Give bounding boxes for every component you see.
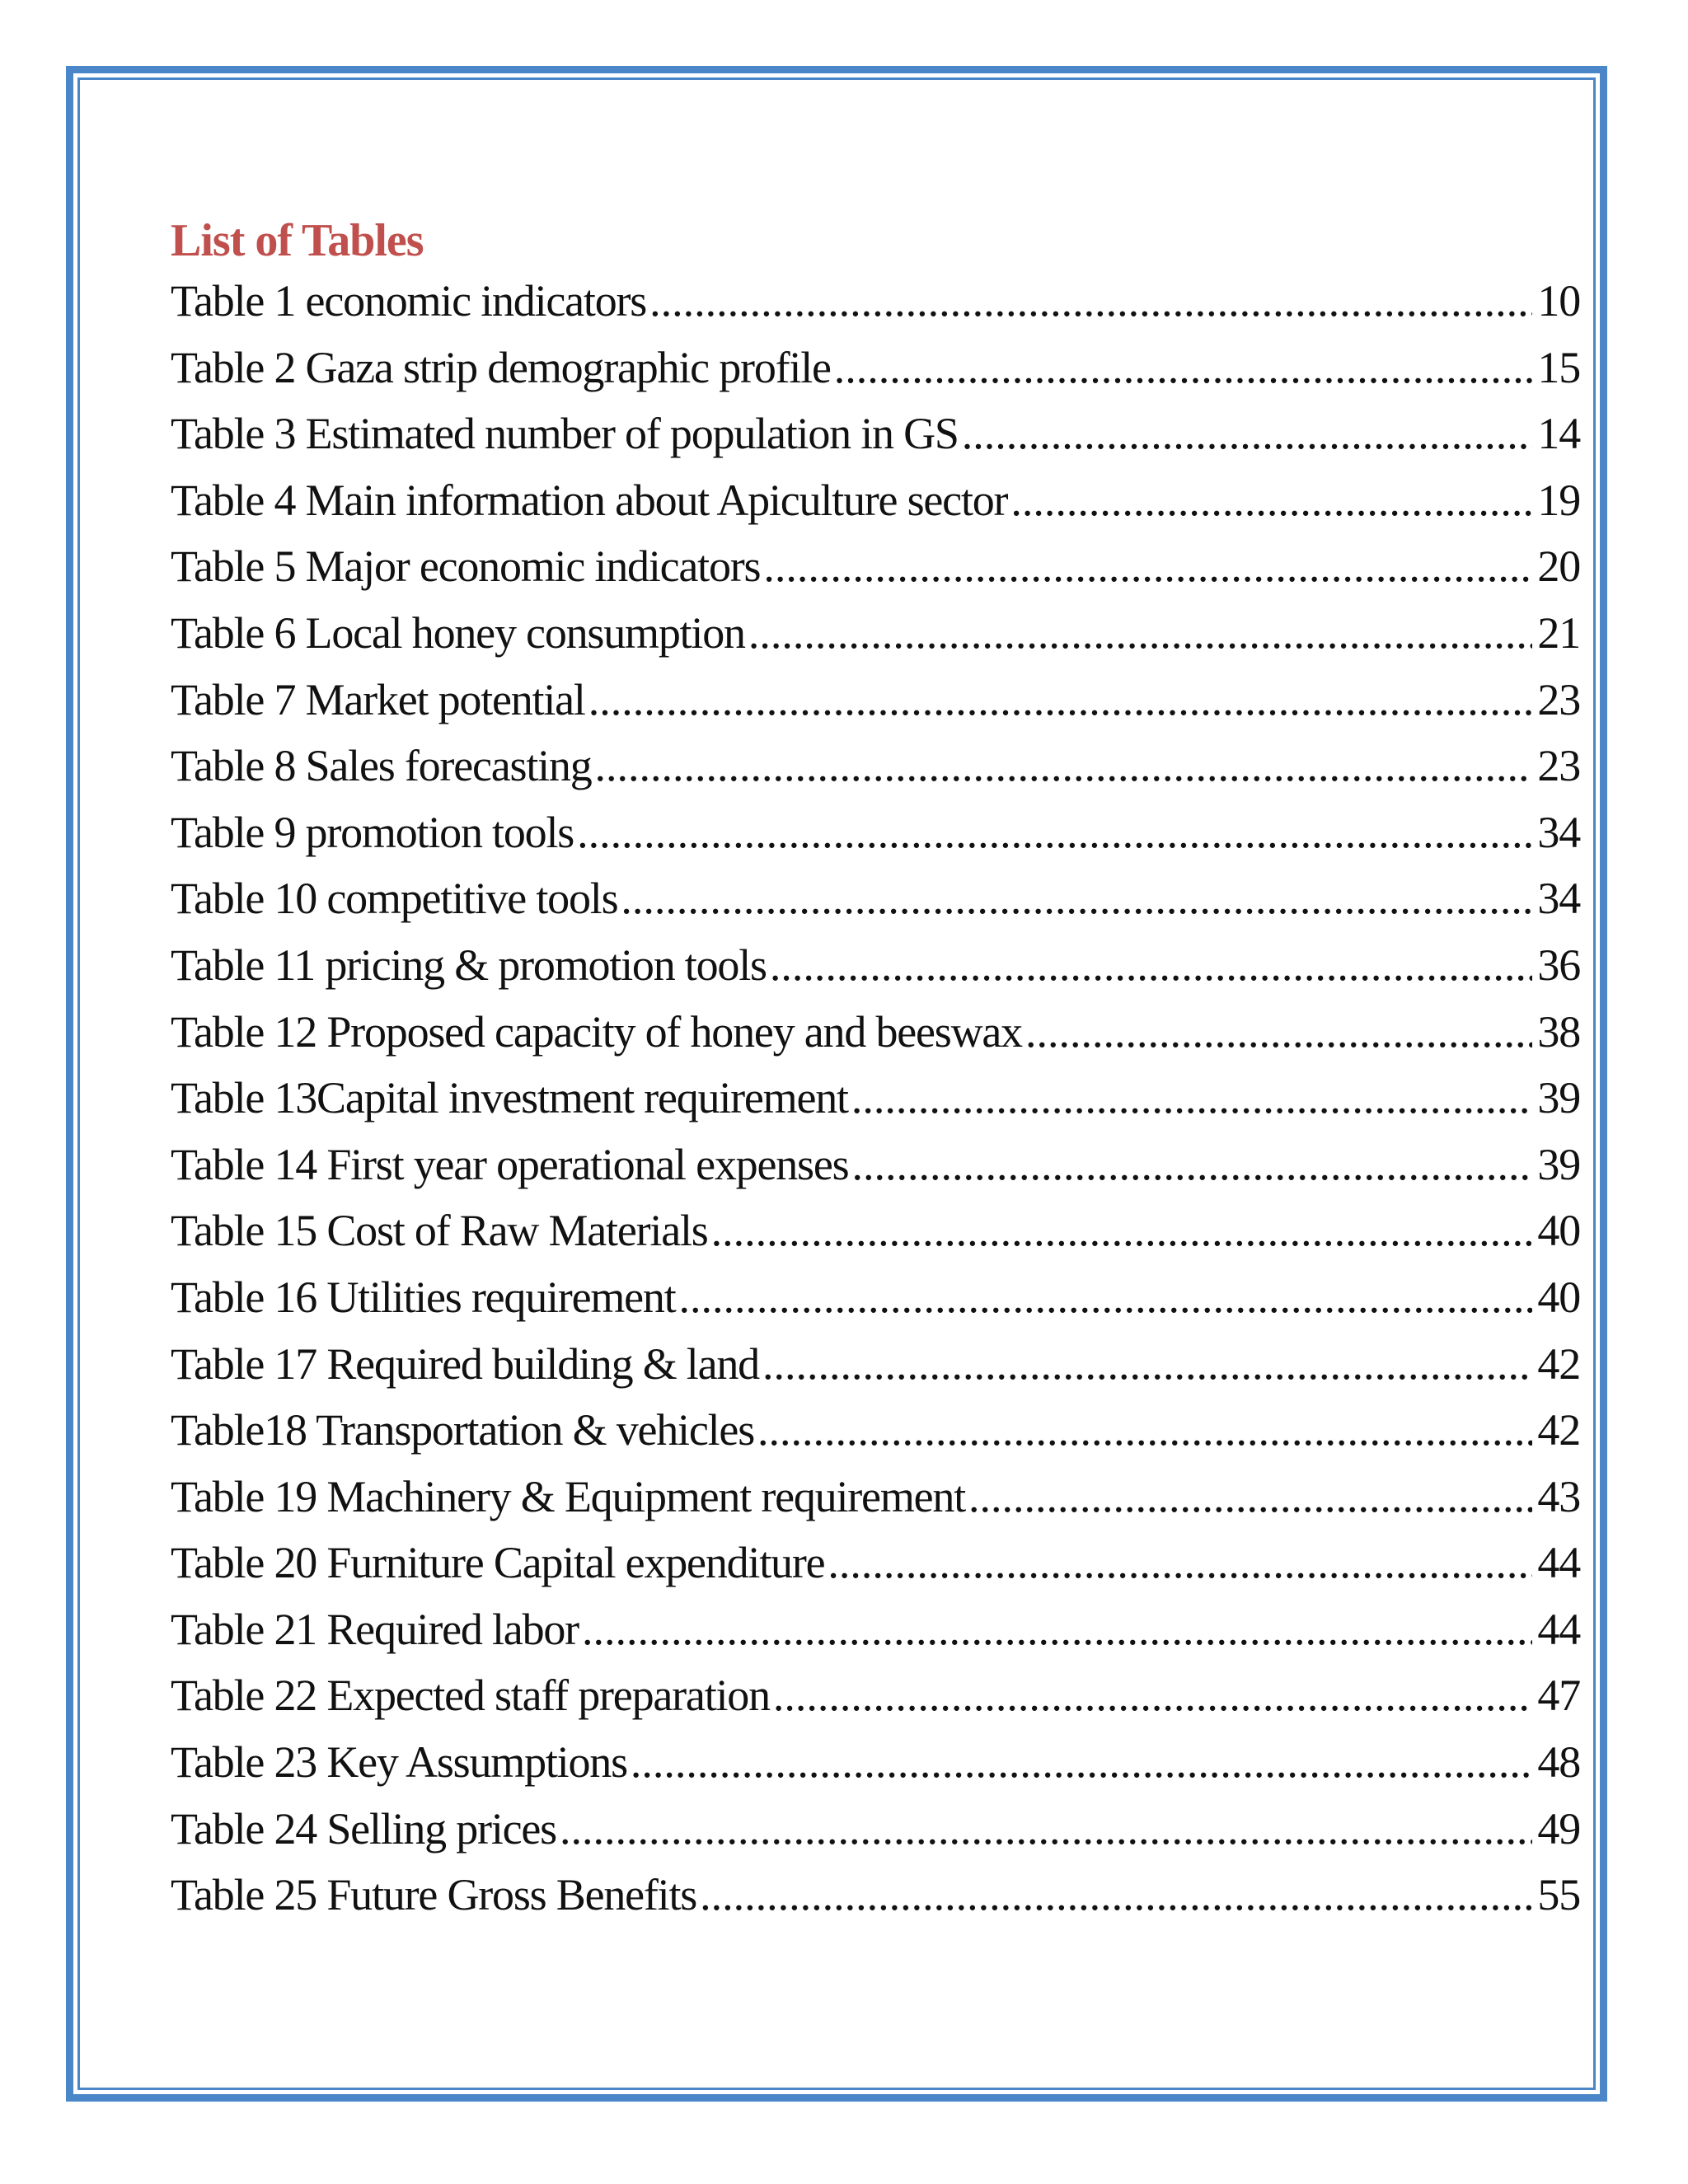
toc-entry-label: Table 24 Selling prices [171,1803,556,1854]
toc-entry[interactable] [171,1803,1580,1870]
toc-entry-page-number: 42 [1537,1405,1580,1455]
toc-entry-page-number: 55 [1537,1870,1580,1920]
toc-entry-page-number: 36 [1537,940,1580,990]
toc-entry-label: Table 16 Utilities requirement [171,1272,676,1322]
toc-entry-label: Table 10 competitive tools [171,874,618,924]
toc-entry-label: Table 25 Future Gross Benefits [171,1870,697,1920]
dot-leader [700,1869,1532,1920]
dot-leader [679,1272,1533,1323]
toc-entry-page-number: 21 [1537,607,1580,658]
dot-leader [834,342,1533,393]
toc-entry-page-number: 43 [1537,1471,1580,1521]
toc-entry-page-number: 14 [1537,409,1580,459]
toc-entry[interactable] [171,940,1580,1006]
toc-entry[interactable] [171,342,1580,409]
dot-leader [770,940,1533,991]
dot-leader [851,1139,1532,1190]
toc-entry-page-number: 34 [1537,874,1580,924]
dot-leader [968,1471,1532,1522]
dot-leader [560,1803,1532,1854]
toc-entry[interactable] [171,873,1580,940]
toc-entry-label: Table 14 First year operational expenses [171,1139,849,1189]
toc-entry-label: Table 8 Sales forecasting [171,741,592,791]
dot-leader [773,1670,1532,1721]
dot-leader [962,408,1533,459]
toc-entry-page-number: 23 [1537,741,1580,791]
toc-entry[interactable] [171,1205,1580,1272]
toc-list [171,275,1580,1936]
toc-entry-page-number: 49 [1537,1803,1580,1854]
toc-entry-page-number: 40 [1537,1272,1580,1322]
toc-entry-label: Table 23 Key Assumptions [171,1737,627,1788]
toc-entry[interactable] [171,1736,1580,1803]
dot-leader [1010,475,1532,526]
toc-entry-label: Table 12 Proposed capacity of honey and beeswax [171,1006,1022,1057]
toc-entry-label: Table 21 Required labor [171,1604,579,1654]
toc-entry-page-number: 34 [1537,807,1580,857]
toc-entry[interactable] [171,607,1580,674]
toc-entry[interactable] [171,807,1580,874]
dot-leader [577,807,1532,858]
toc-entry-label: Table 20 Furniture Capital expenditure [171,1538,825,1588]
toc-entry-page-number: 48 [1537,1737,1580,1788]
toc-entry-page-number: 10 [1537,276,1580,326]
toc-entry[interactable] [171,1670,1580,1736]
toc-entry-label: Table 15 Cost of Raw Materials [171,1206,708,1256]
toc-entry-page-number: 40 [1537,1206,1580,1256]
toc-entry-page-number: 44 [1537,1604,1580,1654]
page-title: List of Tables [171,215,424,266]
toc-entry[interactable] [171,1471,1580,1538]
toc-entry[interactable] [171,1604,1580,1671]
toc-entry-label: Table 11 pricing & promotion tools [171,940,767,990]
toc-entry-label: Table 3 Estimated number of population in GS [171,409,959,459]
toc-entry-label: Table 1 economic indicators [171,276,647,326]
dot-leader [757,1404,1532,1455]
dot-leader [711,1205,1533,1256]
toc-entry-label: Table 19 Machinery & Equipment requirement [171,1471,965,1521]
toc-entry[interactable] [171,1072,1580,1139]
toc-entry[interactable] [171,275,1580,342]
dot-leader [621,873,1532,924]
dot-leader [762,1338,1532,1390]
toc-entry[interactable] [171,541,1580,607]
toc-entry-label: Table 13Capital investment requirement [171,1073,848,1123]
toc-entry-label: Table 4 Main information about Apiculture sector [171,475,1008,525]
toc-entry-page-number: 15 [1537,342,1580,392]
toc-entry-page-number: 20 [1537,541,1580,592]
dot-leader [851,1072,1533,1123]
toc-entry-label: Table 6 Local honey consumption [171,607,745,658]
toc-entry-label: Table 17 Required building & land [171,1338,759,1389]
toc-entry[interactable] [171,1272,1580,1338]
toc-entry-page-number: 44 [1537,1538,1580,1588]
toc-entry-page-number: 19 [1537,475,1580,525]
toc-entry[interactable] [171,740,1580,807]
toc-entry[interactable] [171,1006,1580,1073]
toc-entry[interactable] [171,1338,1580,1405]
toc-entry[interactable] [171,1404,1580,1471]
toc-entry-label: Table 5 Major economic indicators [171,541,761,592]
dot-leader [828,1537,1532,1588]
toc-entry-label: Table18 Transportation & vehicles [171,1405,755,1455]
toc-entry-page-number: 47 [1537,1671,1580,1721]
toc-entry-page-number: 42 [1537,1338,1580,1389]
toc-entry-label: Table 9 promotion tools [171,807,574,857]
toc-entry-label: Table 7 Market potential [171,674,585,724]
dot-leader [763,541,1532,592]
dot-leader [582,1604,1532,1655]
dot-leader [631,1736,1533,1788]
list-of-tables [171,211,1580,1936]
toc-entry-label: Table 2 Gaza strip demographic profile [171,342,831,392]
toc-entry[interactable] [171,1537,1580,1604]
toc-entry-page-number: 39 [1537,1073,1580,1123]
dot-leader [1025,1006,1532,1057]
toc-entry-page-number: 23 [1537,674,1580,724]
dot-leader [748,607,1533,658]
toc-entry[interactable] [171,1869,1580,1936]
toc-entry[interactable] [171,408,1580,475]
toc-entry-page-number: 38 [1537,1006,1580,1057]
toc-entry[interactable] [171,674,1580,741]
toc-entry[interactable] [171,1139,1580,1206]
toc-entry-page-number: 39 [1537,1139,1580,1189]
toc-entry-label: Table 22 Expected staff preparation [171,1671,770,1721]
toc-entry[interactable] [171,475,1580,541]
dot-leader [595,740,1533,791]
dot-leader [649,275,1532,326]
dot-leader [588,674,1533,725]
